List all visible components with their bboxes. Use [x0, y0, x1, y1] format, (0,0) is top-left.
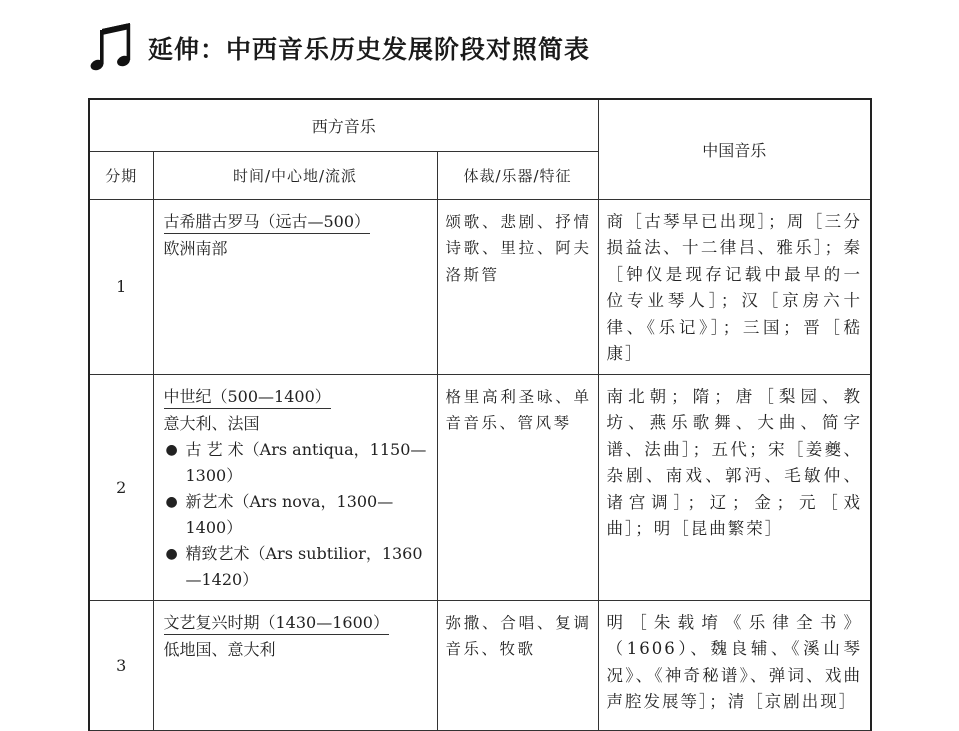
era-place: 低地国、意大利: [163, 639, 276, 659]
header-time-center-school: 时间/中心地/流派: [153, 151, 437, 199]
table-row: [89, 199, 871, 374]
header-genre-instrument: 体裁/乐器/特征: [437, 151, 598, 199]
table-row: [89, 374, 871, 600]
movement-text: 古 艺 术（Ars antiqua，1150—1300）: [185, 439, 427, 485]
table-row: [89, 600, 871, 730]
page-title: 延伸：中西音乐历史发展阶段对照简表: [148, 35, 591, 64]
bullet-icon: ●: [165, 493, 178, 510]
china-cell: 明［朱载堉《乐律全书》（1606）、魏良辅、《溪山琴况》、《神奇秘谱》、弹词、戏曲声腔发展等］；清［京剧出现］: [598, 600, 871, 730]
comparison-table: [88, 98, 870, 731]
header-west-music: 西方音乐: [89, 99, 598, 151]
movement-item: [164, 489, 429, 541]
era-title: 中世纪（500—1400）: [164, 386, 331, 409]
genre-cell: 格里高利圣咏、单音音乐、管风琴: [437, 374, 598, 600]
bullet-icon: ●: [165, 441, 178, 458]
music-note-icon: [90, 20, 134, 76]
era-place: 欧洲南部: [163, 238, 228, 258]
period-number: 2: [89, 374, 153, 600]
movement-text: 新艺术（Ars nova，1300—1400）: [185, 491, 394, 537]
header-chinese-music: 中国音乐: [598, 99, 871, 199]
era-cell: [153, 600, 437, 730]
movement-item: [164, 437, 429, 489]
era-title: 古希腊古罗马（远古—500）: [164, 211, 371, 234]
era-cell: [153, 199, 437, 374]
era-place: 意大利、法国: [163, 413, 260, 433]
header-row-top: [89, 99, 871, 151]
header-period: 分期: [89, 151, 153, 199]
china-cell: 商［古琴早已出现］；周［三分损益法、十二律吕、雅乐］；秦［钟仪是现存记载中最早的一位专业琴人］；汉［京房六十律、《乐记》］；三国；晋［嵇康］: [598, 199, 871, 374]
genre-cell: 弥撒、合唱、复调音乐、牧歌: [437, 600, 598, 730]
bullet-icon: ●: [165, 545, 178, 562]
china-cell: 南北朝；隋；唐［梨园、教坊、燕乐歌舞、大曲、简字谱、法曲］；五代；宋［姜夔、杂剧、南戏、郭沔、毛敏仲、诸宫调］；辽；金；元［戏曲］；明［昆曲繁荣］: [598, 374, 871, 600]
era-title: 文艺复兴时期（1430—1600）: [164, 612, 389, 635]
period-number: 1: [89, 199, 153, 374]
period-number: 3: [89, 600, 153, 730]
movement-text: 精致艺术（Ars subtilior，1360—1420）: [185, 543, 423, 589]
genre-cell: 颂歌、悲剧、抒情诗歌、里拉、阿夫洛斯管: [437, 199, 598, 374]
era-cell: [153, 374, 437, 600]
title-row: [90, 20, 590, 76]
movement-item: [164, 541, 429, 593]
